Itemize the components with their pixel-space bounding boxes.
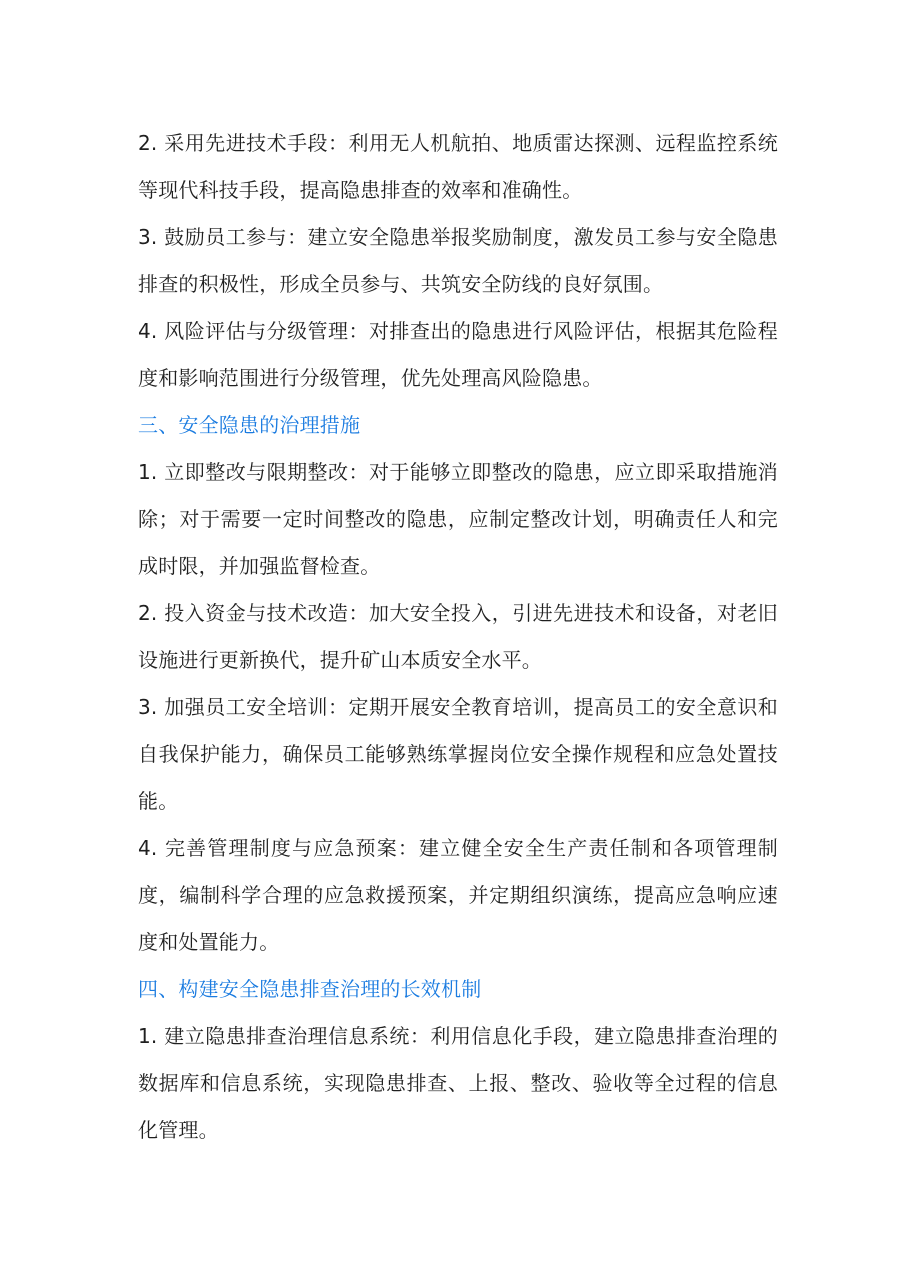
list-item-management-system: 4. 完善管理制度与应急预案：建立健全安全生产责任制和各项管理制度，编制科学合理的应急救援预案，并定期组织演练，提高应急响应速度和处置能力。 — [138, 836, 778, 954]
list-item-advanced-tech: 2. 采用先进技术手段：利用无人机航拍、地质雷达探测、远程监控系统等现代科技手段，提高隐患排查的效率和准确性。 — [138, 131, 778, 202]
list-item-risk-assessment: 4. 风险评估与分级管理：对排查出的隐患进行风险评估，根据其危险程度和影响范围进行分级管理，优先处理高风险隐患。 — [138, 319, 778, 390]
list-item-funding-tech-upgrade: 2. 投入资金与技术改造：加大安全投入，引进先进技术和设备，对老旧设施进行更新换代，提升矿山本质安全水平。 — [138, 601, 778, 672]
section-heading-governance-measures: 三、安全隐患的治理措施 — [138, 413, 361, 437]
list-item-safety-training: 3. 加强员工安全培训：定期开展安全教育培训，提高员工的安全意识和自我保护能力，确保员工能够熟练掌握岗位安全操作规程和应急处置技能。 — [138, 695, 778, 813]
list-item-employee-participation: 3. 鼓励员工参与：建立安全隐患举报奖励制度，激发员工参与安全隐患排查的积极性，形成全员参与、共筑安全防线的良好氛围。 — [138, 225, 778, 296]
section-heading-long-term-mechanism: 四、构建安全隐患排查治理的长效机制 — [138, 977, 482, 1001]
document-body — [138, 120, 778, 1154]
list-item-info-system: 1. 建立隐患排查治理信息系统：利用信息化手段，建立隐患排查治理的数据库和信息系统，实现隐患排查、上报、整改、验收等全过程的信息化管理。 — [138, 1024, 778, 1142]
list-item-immediate-rectification: 1. 立即整改与限期整改：对于能够立即整改的隐患，应立即采取措施消除；对于需要一定时间整改的隐患，应制定整改计划，明确责任人和完成时限，并加强监督检查。 — [138, 460, 778, 578]
